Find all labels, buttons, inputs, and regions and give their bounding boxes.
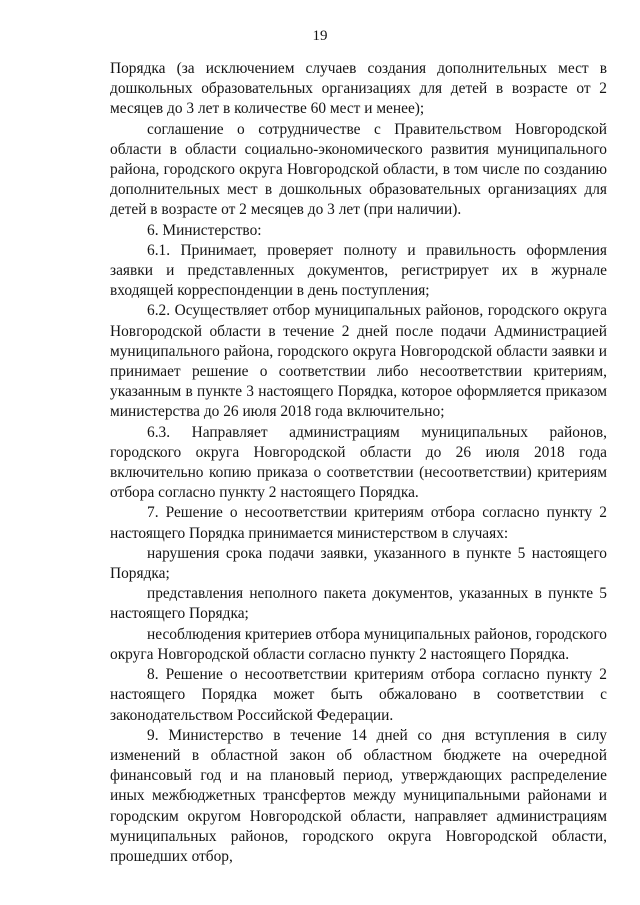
paragraph-continuation: Порядка (за исключением случаев создания дополнительных мест в дошкольных образовательных организациях для детей в возрасте от 2 месяцев до 3 лет в количестве 60 мест и менее); — [110, 60, 607, 118]
paragraph-7-case-criteria: несоблюдения критериев отбора муниципальных районов, городского округа Новгородской области согласно пункту 2 настоящего Порядка. — [110, 625, 607, 663]
paragraph-ministry-heading: 6. Министерство: — [147, 221, 262, 239]
paragraph-7-case-documents: представления неполного пакета документов, указанных в пункте 5 настоящего Порядка; — [110, 585, 607, 623]
paragraph-7-case-deadline: нарушения срока подачи заявки, указанного в пункте 5 настоящего Порядка; — [110, 544, 607, 583]
paragraph-6-3: 6.3. Направляет администрациям муниципальных районов, городского округа Новгородской области до 26 июля 2018 года включительно копию приказа о соответствии (несоответствии) критериям отбора согласно пункту 2 настоящего Порядка. — [110, 423, 607, 502]
body-text — [110, 59, 607, 867]
paragraph-6-1: 6.1. Принимает, проверяет полноту и правильность оформления заявки и представленных документов, регистрирует их в журнале входящей корреспонденции в день поступления; — [110, 241, 607, 300]
paragraph-9: 9. Министерство в течение 14 дней со дня вступления в силу изменений в областной закон об областном бюджете на очередной финансовый год и на плановый период, утверждающих распределение иных межбюджетных трансфертов между муниципальными районами и городским округом Новгородской области, направляет администрациям муниципальных районов, городского округа Новгородской области, прошедших отбор, — [110, 726, 607, 865]
paragraph-6-2: 6.2. Осуществляет отбор муниципальных районов, городского округа Новгородской области в течение 2 дней после подачи Администрацией муниципального района, городского округа Новгородской области заявки и принимает решение о соответствии либо несоответствии критериям, указанным в пункте 3 настоящего Порядка, которое оформляется приказом министерства до 26 июля 2018 года включительно; — [110, 302, 607, 421]
page-number: 19 — [312, 28, 328, 44]
paragraph-7: 7. Решение о несоответствии критериям отбора согласно пункту 2 настоящего Порядка принимается министерством в случаях: — [110, 504, 607, 542]
paragraph-8: 8. Решение о несоответствии критериям отбора согласно пункту 2 настоящего Порядка может быть обжаловано в соответствии с законодательством Российской Федерации. — [110, 666, 607, 724]
paragraph-agreement: соглашение о сотрудничестве с Правительством Новгородской области в области социально-экономического развития муниципального района, городского округа Новгородской области, в том числе по созданию дополнительных мест в дошкольных образовательных организациях для детей в возрасте от 2 месяцев до 3 лет (при наличии). — [110, 120, 607, 219]
